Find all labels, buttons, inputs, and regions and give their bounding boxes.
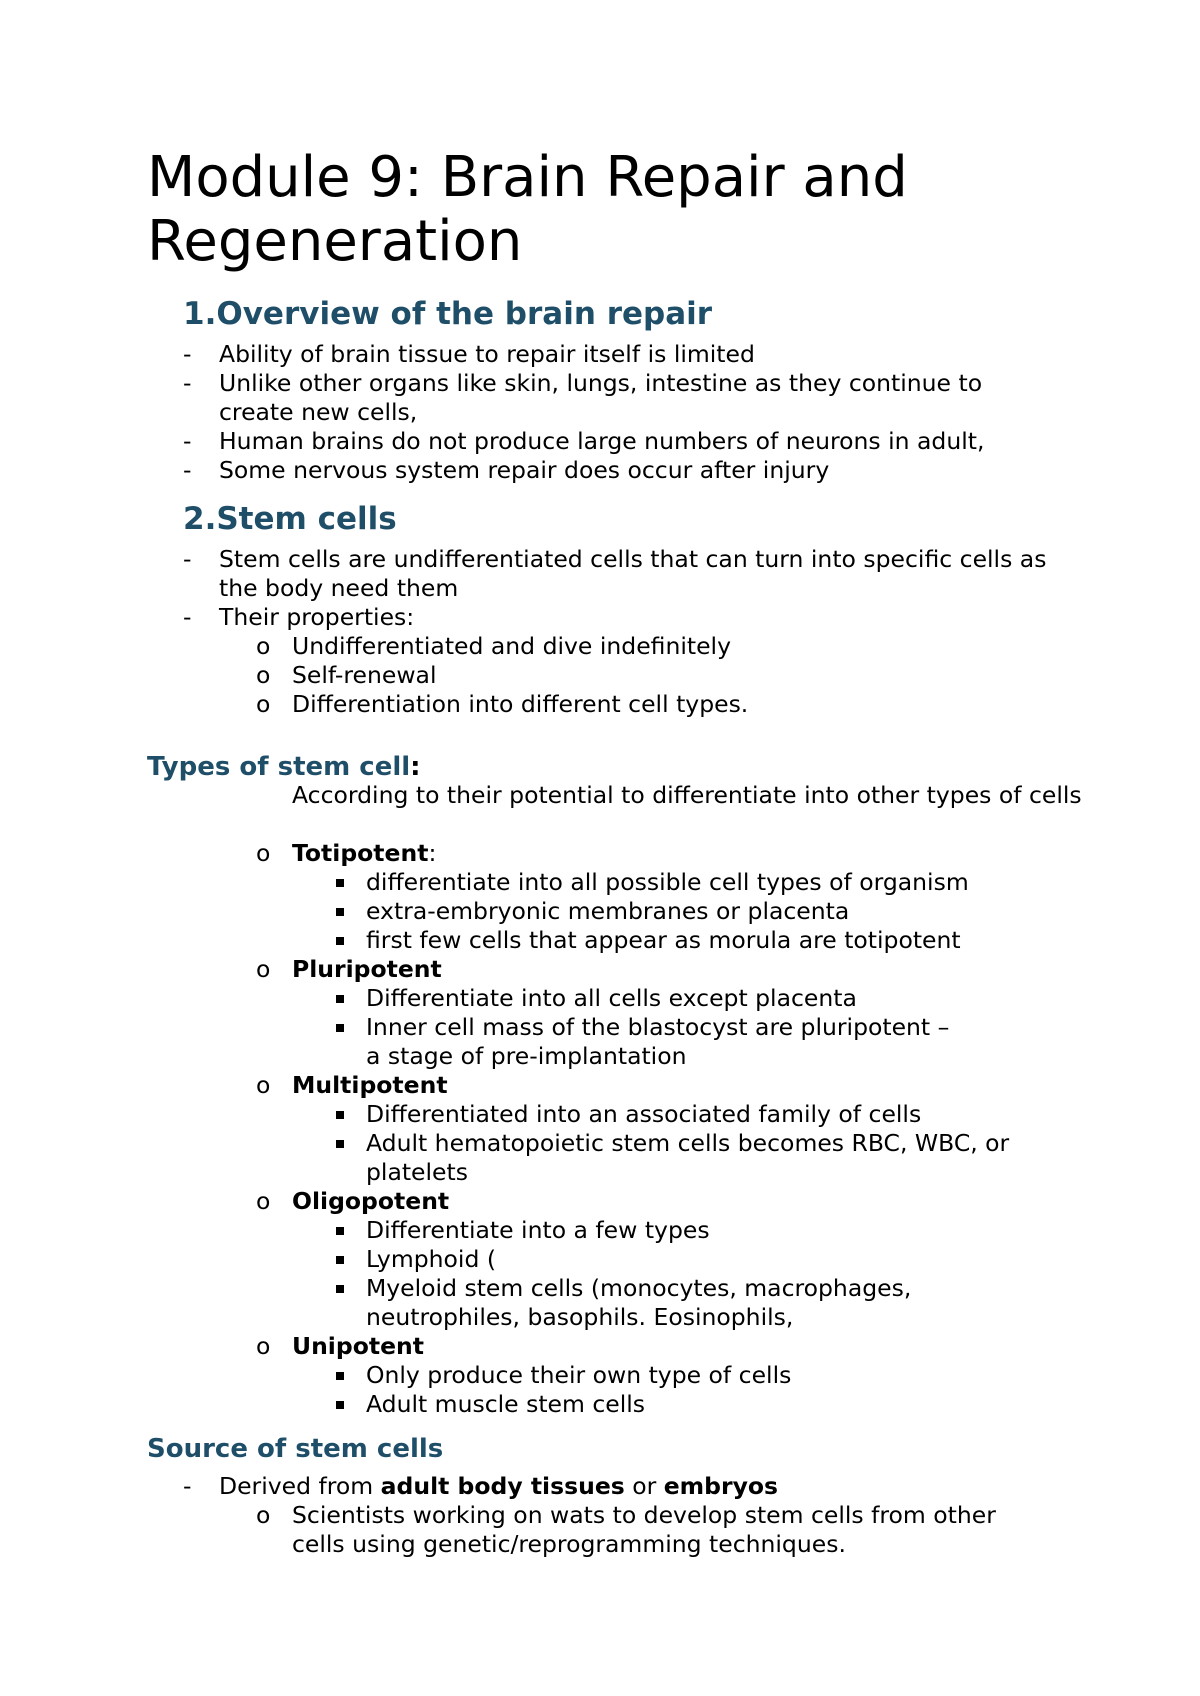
list-item: - Their properties: xyxy=(183,603,415,631)
circle-bullet: o xyxy=(256,661,271,689)
section-heading-overview xyxy=(183,296,712,332)
circle-bullet: o xyxy=(256,632,271,660)
types-intro: According to their potential to differentiate into other types of cells xyxy=(292,781,1082,809)
type-pluripotent: o Pluripotent xyxy=(256,955,442,983)
list-item: Differentiate into all cells except placenta xyxy=(366,984,966,1013)
list-item: Only produce their own type of cells xyxy=(366,1361,1096,1390)
circle-bullet: o xyxy=(256,955,271,983)
list-item: Adult hematopoietic stem cells becomes RBC, WBC, or platelets xyxy=(366,1129,1016,1187)
circle-bullet: o xyxy=(256,1501,271,1529)
square-bullet xyxy=(336,1285,344,1293)
square-bullet xyxy=(336,995,344,1003)
square-bullet xyxy=(336,1111,344,1119)
section-number: 2. xyxy=(183,501,217,537)
oligopotent-items xyxy=(256,1216,956,1332)
square-bullet xyxy=(336,1256,344,1264)
square-bullet xyxy=(336,1227,344,1235)
type-unipotent: o Unipotent xyxy=(256,1332,424,1360)
list-item: Adult muscle stem cells xyxy=(366,1390,1096,1419)
section-title: Stem cells xyxy=(216,501,397,537)
dash-bullet: - xyxy=(183,427,192,455)
stem-cells-list xyxy=(183,545,1063,632)
square-bullet xyxy=(336,937,344,945)
unipotent-items xyxy=(256,1361,1096,1419)
circle-bullet: o xyxy=(256,839,271,867)
dash-bullet: - xyxy=(183,545,192,573)
dash-bullet: - xyxy=(183,340,192,368)
circle-bullet: o xyxy=(256,1071,271,1099)
dash-bullet: - xyxy=(183,369,192,397)
square-bullet xyxy=(336,1401,344,1409)
list-item: differentiate into all possible cell types of organism xyxy=(366,868,1096,897)
list-item: Differentiate into a few types xyxy=(366,1216,956,1245)
source-list xyxy=(183,1472,1063,1501)
list-item: - Some nervous system repair does occur after injury xyxy=(183,456,830,484)
pluripotent-items xyxy=(256,984,966,1071)
type-multipotent: o Multipotent xyxy=(256,1071,448,1099)
list-item: - Unlike other organs like skin, lungs, intestine as they continue to create new cells, xyxy=(183,369,983,426)
totipotent-items xyxy=(256,868,1096,955)
subheading-source: Source of stem cells xyxy=(147,1434,444,1464)
list-item: Differentiated into an associated family of cells xyxy=(366,1100,1016,1129)
square-bullet xyxy=(336,908,344,916)
dash-bullet: - xyxy=(183,603,192,631)
section-heading-stem-cells xyxy=(183,501,397,537)
dash-bullet: - xyxy=(183,456,192,484)
type-oligopotent: o Oligopotent xyxy=(256,1187,450,1215)
page-title: Module 9: Brain Repair and Regeneration xyxy=(147,145,908,274)
list-item: o Differentiation into different cell types. xyxy=(256,690,749,718)
subheading-types: Types of stem cell: xyxy=(147,752,421,782)
type-totipotent: o Totipotent: xyxy=(256,839,437,867)
list-item: Inner cell mass of the blastocyst are pluripotent – a stage of pre-implantation xyxy=(366,1013,966,1071)
list-item: o Undifferentiated and dive indefinitely xyxy=(256,632,731,660)
list-item: - Ability of brain tissue to repair itself is limited xyxy=(183,340,755,368)
list-item: o Self-renewal xyxy=(256,661,437,689)
square-bullet xyxy=(336,879,344,887)
list-item: Lymphoid ( xyxy=(366,1245,956,1274)
list-item: o Scientists working on wats to develop stem cells from other cells using genetic/reprogramming techniques. xyxy=(256,1501,996,1558)
list-item: - Stem cells are undifferentiated cells that can turn into specific cells as the body need them xyxy=(183,545,1047,602)
dash-bullet: - xyxy=(183,1472,192,1500)
section-title: Overview of the brain repair xyxy=(216,296,713,332)
list-item: - Human brains do not produce large numbers of neurons in adult, xyxy=(183,427,985,455)
circle-bullet: o xyxy=(256,1332,271,1360)
list-item: Myeloid stem cells (monocytes, macrophages, neutrophiles, basophils. Eosinophils, xyxy=(366,1274,956,1332)
circle-bullet: o xyxy=(256,1187,271,1215)
square-bullet xyxy=(336,1140,344,1148)
square-bullet xyxy=(336,1372,344,1380)
circle-bullet: o xyxy=(256,690,271,718)
overview-list xyxy=(183,340,1063,485)
list-item: extra-embryonic membranes or placenta xyxy=(366,897,1096,926)
source-sub-list xyxy=(256,1501,1056,1559)
properties-list xyxy=(256,632,1076,719)
list-item: first few cells that appear as morula are totipotent xyxy=(366,926,1096,955)
square-bullet xyxy=(336,1024,344,1032)
types-list xyxy=(256,839,1096,1419)
section-number: 1. xyxy=(183,296,217,332)
multipotent-items xyxy=(256,1100,1016,1187)
list-item: - Derived from adult body tissues or embryos xyxy=(183,1472,779,1500)
